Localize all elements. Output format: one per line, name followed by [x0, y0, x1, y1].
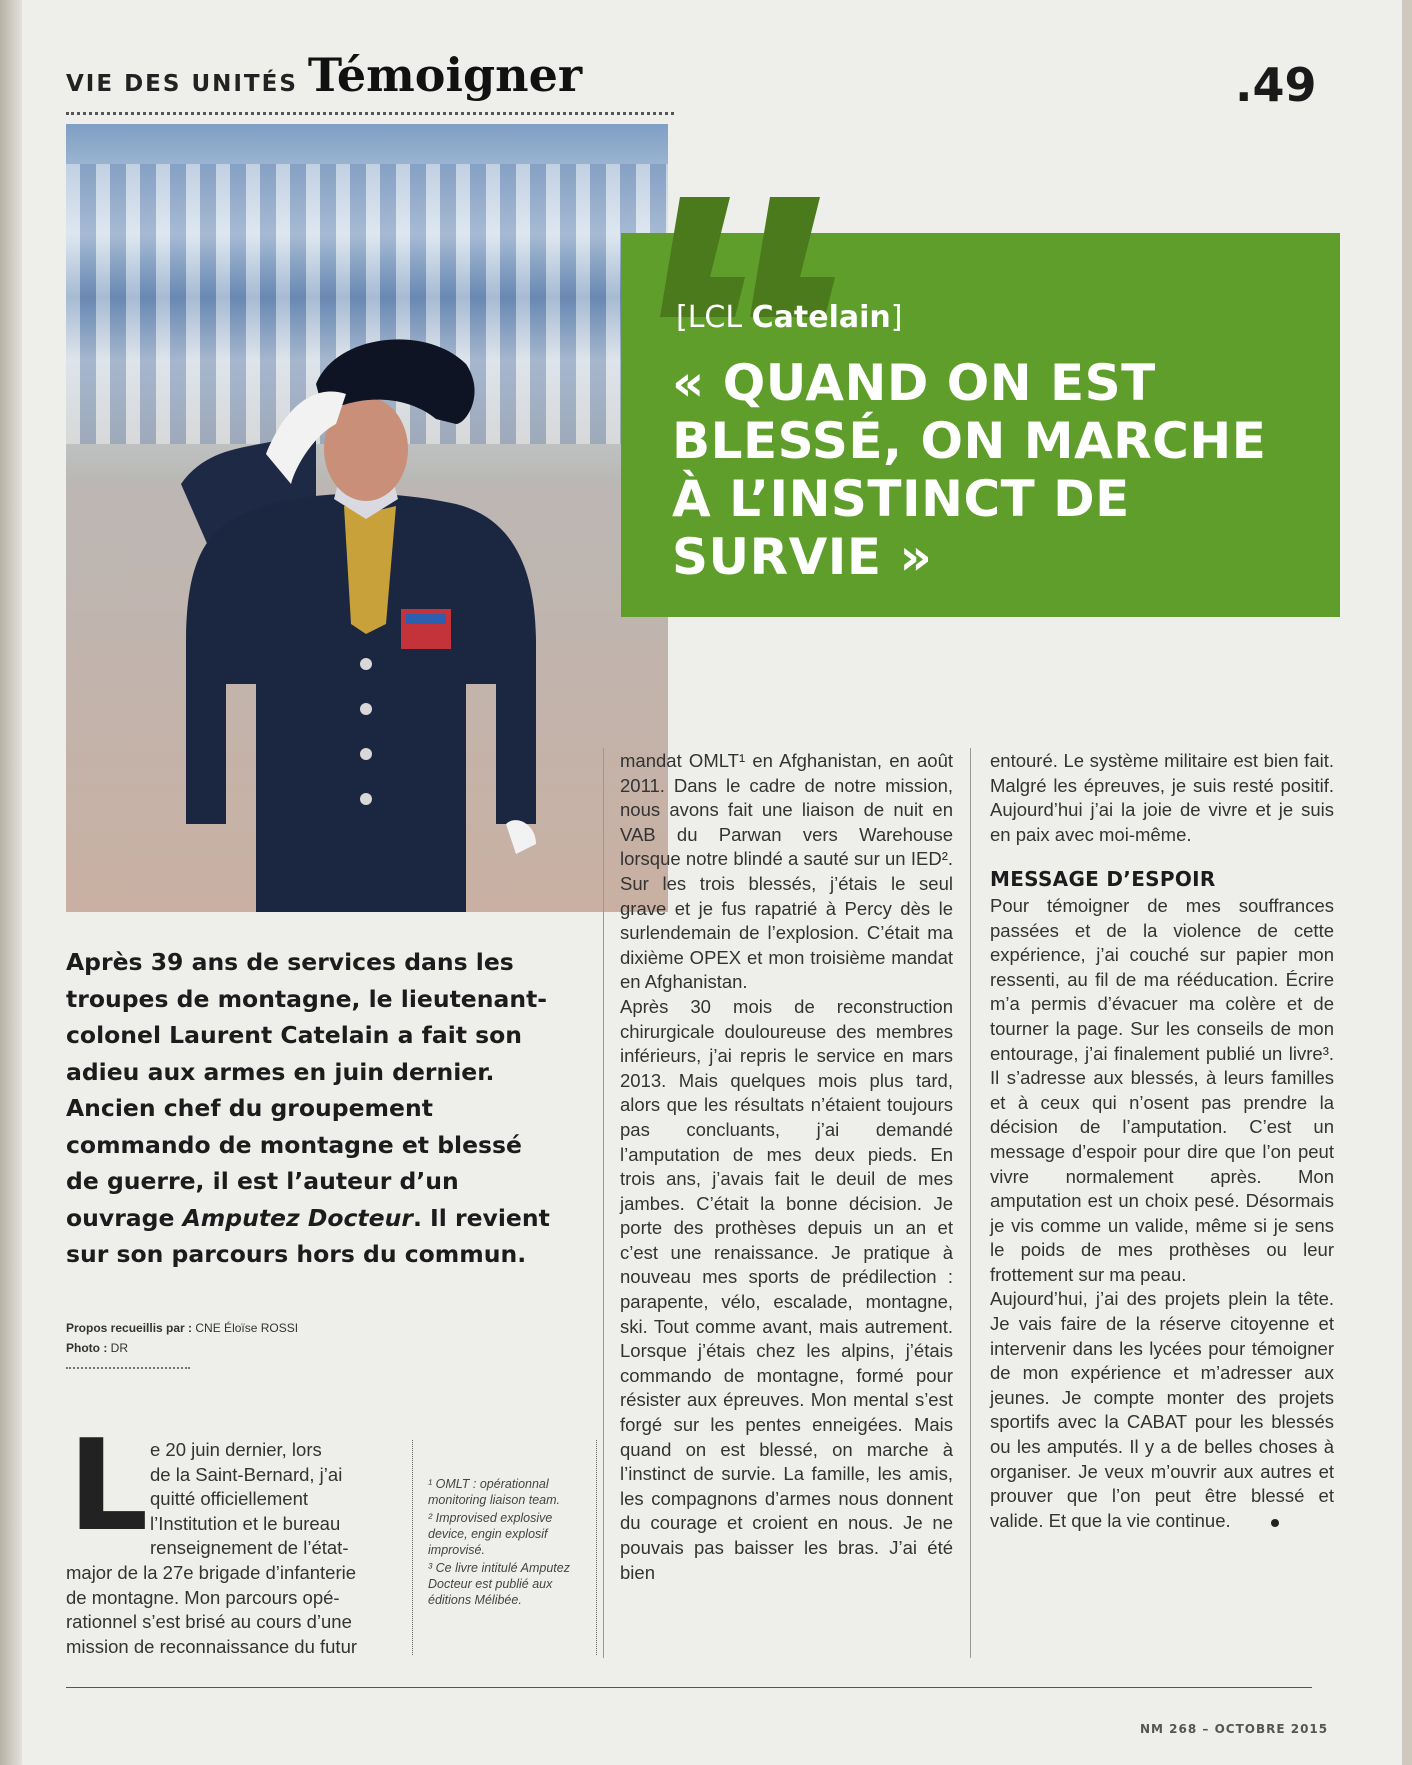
portrait-photo — [66, 124, 668, 912]
footnote-1: ¹ OMLT : opérationnal monitoring liaison team. — [428, 1477, 561, 1507]
article-column-2 — [620, 749, 953, 1585]
footnote-rule-left — [412, 1440, 413, 1655]
footer-rule — [66, 1687, 1312, 1688]
article-line: quitté officiellement — [150, 1488, 309, 1510]
article-subhead: MESSAGE D’ESPOIR — [990, 867, 1216, 892]
intro-text-part2: . Il revient sur son parcours hors du commun. — [66, 1203, 550, 1268]
credits-dotted-rule — [66, 1367, 190, 1369]
article-line: major de la 27e brigade d’infanterie — [66, 1561, 357, 1583]
article-paragraph: mandat OMLT¹ en Afghanistan, en août 2011. Dans le cadre de notre mission, nous avons fait une liaison de nuit en VAB du Parwan vers Warehouse lorsque notre blindé a sauté sur un IED². Sur les trois blessés, j’étais le seul grave et je fus rapatrié à Percy dès le surlendemain de l’explosion. C’était ma dixième OPEX et mon troisième mandat en Afghanistan. — [620, 750, 953, 993]
saluting-officer-illustration — [66, 124, 668, 912]
section-label: VIE DES UNITÉS — [66, 71, 298, 97]
footnote-3: ³ Ce livre intitulé Amputez Docteur est publié aux éditions Mélibée. — [428, 1561, 570, 1607]
quote-speaker-rank: [LCL — [676, 300, 752, 335]
header-dotted-rule — [66, 112, 674, 115]
article-line: mission de reconnaissance du futur — [66, 1635, 358, 1657]
article-paragraph: entouré. Le système militaire est bien fait. Malgré les épreuves, je suis resté positif. Aujourd’hui j’ai la joie de vivre et je suis en paix avec moi-même. — [990, 750, 1334, 845]
quote-marks-icon — [660, 197, 850, 317]
column-rule-2 — [970, 748, 971, 1658]
quote-speaker-name: Catelain — [751, 300, 891, 335]
end-of-article-bullet-icon — [1271, 1519, 1279, 1527]
credits-interview-label: Propos recueillis par : — [66, 1321, 193, 1335]
column-rule-1 — [603, 748, 604, 1658]
credits-interview-value: CNE Éloïse ROSSI — [195, 1321, 299, 1335]
credits-photo-label: Photo : — [66, 1341, 108, 1355]
quote-speaker — [676, 300, 902, 335]
section-header — [66, 48, 582, 102]
footnote-2: ² Improvised explosive device, engin explosif improvisé. — [428, 1511, 553, 1557]
article-paragraph: Pour témoigner de mes souffrances passées et de la violence de cette expérience, j’ai couché sur papier mon ressenti, au fil de ma rééducation. Écrire m’a permis d’évacuer ma colère et de tourner la page. Sur les conseils de mon entourage, j’ai finalement publié un livre³. Il s’adresse aux blessés, à leurs familles et à ceux qui n’osent pas prendre la décision de l’amputation. C’est un message d’espoir pour dire que l’on peut vivre normalement après. Mon amputation est un choix pesé. Désormais je vis comme un valide, même si je sens le poids de mes prothèses ou leur frottement sur ma peau. — [990, 894, 1334, 1285]
intro-paragraph — [66, 944, 556, 1273]
credits — [66, 1318, 366, 1358]
page-number: .49 — [1235, 58, 1317, 112]
credits-photo-value: DR — [110, 1341, 129, 1355]
article-line: de montagne. Mon parcours opé- — [66, 1586, 340, 1608]
section-title: Témoigner — [307, 48, 583, 102]
quote-speaker-bracket: ] — [890, 300, 903, 335]
article-line: l’Institution et le bureau — [150, 1512, 341, 1534]
intro-text-part1: Après 39 ans de services dans les troupes de montagne, le lieutenant-colonel Laurent Catelain a fait son adieu aux armes en juin dernier. Ancien chef du groupement commando de montagne et blessé de guerre, il est l’auteur d’un ouvrage — [66, 948, 548, 1232]
page-footer: NM 268 – OCTOBRE 2015 — [1140, 1722, 1329, 1736]
article-column-1 — [66, 1412, 396, 1659]
drop-cap: L — [68, 1412, 149, 1559]
article-line: e 20 juin dernier, lors — [150, 1439, 322, 1460]
intro-book-title: Amputez Docteur — [182, 1203, 413, 1232]
pull-quote-text: « QUAND ON EST BLESSÉ, ON MARCHE À L’INSTINCT DE SURVIE » — [672, 354, 1267, 586]
article-line: de la Saint-Bernard, j’ai — [150, 1463, 343, 1485]
article-line: rationnel s’est brisé au cours d’une — [66, 1611, 352, 1633]
page-gutter — [0, 0, 22, 1765]
article-line: renseignement de l’état- — [150, 1537, 349, 1559]
article-paragraph: Aujourd’hui, j’ai des projets plein la tête. Je vais faire de la réserve citoyenne et intervenir dans les lycées pour témoigner de mon expérience et m’adresser aux jeunes. Je compte monter des projets sportifs avec la CABAT pour les blessés ou les amputés. Il y a de belles choses à organiser. Je veux m’ouvrir aux autres et prouver que l’on peut être blessé et valide. Et que la vie continue. — [990, 1288, 1334, 1531]
article-paragraph: Après 30 mois de reconstruction chirurgicale douloureuse des membres inférieurs, j’ai repris le service en mars 2013. Mais quelques mois plus tard, alors que les résultats n’étaient toujours pas concluants, j’ai demandé l’amputation de mes deux pieds. En trois ans, j’avais fait le deuil de mes jambes. C’était la bonne décision. Je porte des prothèses depuis un an et c’est une renaissance. Je pratique à nouveau mes sports de prédilection : parapente, vélo, escalade, montagne, ski. Tout comme avant, mais autrement. Lorsque j’étais chez les alpins, j’étais commando de montagne, formé pour résister aux épreuves. Mon mental s’est forgé sur les pentes enneigées. Mais quand on est blessé, on marche à l’instinct de survie. La famille, les amis, les compagnons d’armes nous donnent du courage et croient en nous. Je ne pouvais pas baisser les bras. J’ai été bien — [620, 995, 953, 1583]
article-column-3 — [990, 749, 1334, 1533]
footnote-rule-right — [596, 1440, 597, 1655]
footnotes — [428, 1476, 578, 1610]
